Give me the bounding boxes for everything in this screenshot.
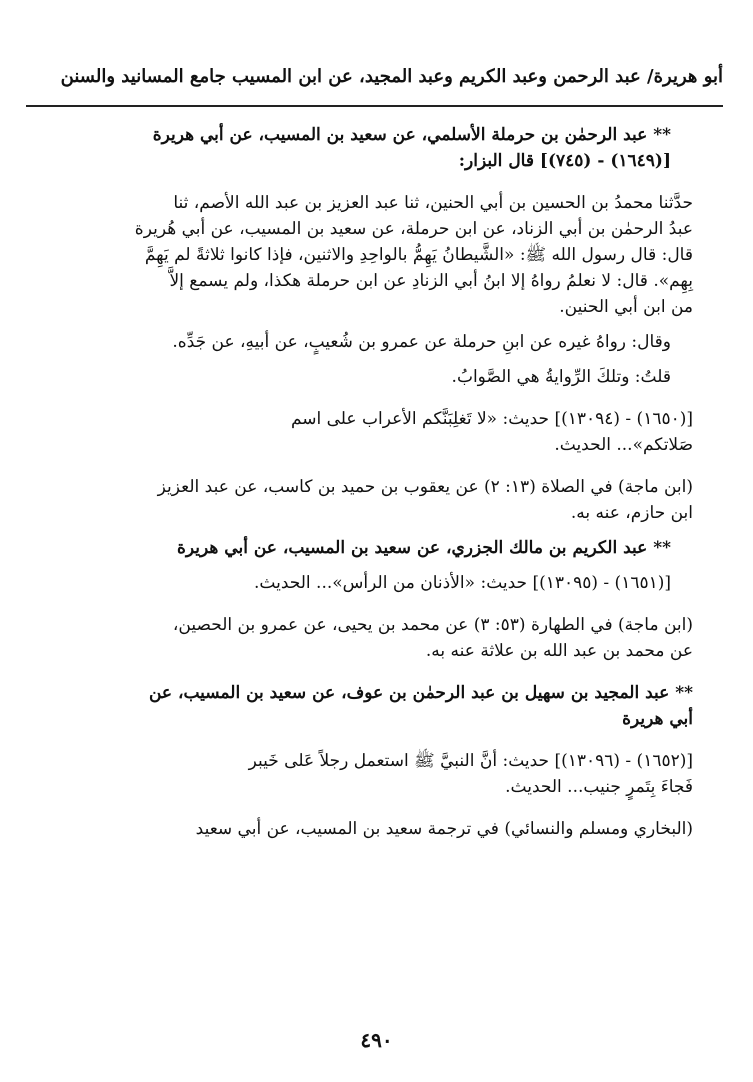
paragraph-1-line-3: قال: قال رسول الله ﷺ: «الشَّيطانُ يَهِمُّ بالواحِدِ والاثنين، فإذا كانوا ثلاثةً لم يَهِمَّ (144, 245, 693, 265)
section-heading-2: ** عبد الكريم بن مالك الجزري، عن سعيد بن المسيب، عن أبي هريرة (177, 538, 671, 558)
hadith-1652-line-2: فَجاءَ بِتَمرٍ جنيب... الحديث. (505, 777, 693, 797)
section-heading-3-line-2: أبي هريرة (622, 709, 693, 729)
page-body (56, 122, 693, 842)
hadith-1650-line-2: صَلاتكم»... الحديث. (554, 435, 693, 455)
section-heading-3-line-1: ** عبد المجيد بن سهيل بن عبد الرحمٰن بن عوف، عن سعيد بن المسيب، عن (148, 683, 693, 703)
running-head: أبو هريرة/ عبد الرحمن وعبد الكريم وعبد المجيد، عن ابن المسيب جامع المسانيد والسنن (60, 66, 723, 87)
hadith-1651: [(١٦٥١) - (١٣٠٩٥)] حديث: «الأذنان من الرأس»... الحديث. (254, 573, 671, 593)
paragraph-2: وقال: رواهُ غيره عن ابنِ حرملة عن عمرو بن شُعيبٍ، عن أبيهِ، عن جَدِّه. (172, 332, 671, 352)
reference-2-line-1: (ابن ماجة) في الطهارة (٥٣: ٣) عن محمد بن يحيى، عن عمرو بن الحصين، (172, 615, 693, 635)
section-heading-1-line-1: ** عبد الرحمٰن بن حرملة الأسلمي، عن سعيد بن المسيب، عن أبي هريرة (152, 125, 671, 145)
paragraph-1-line-4: بِهِم». قال: لا نعلمُ رواهُ إلا ابنُ أبي الزنادِ عن ابن حرملة هكذا، ولم يسمع إلاَّ (169, 271, 693, 291)
reference-1-line-1: (ابن ماجة) في الصلاة (١٣: ٢) عن يعقوب بن حميد بن كاسب، عن عبد العزيز (157, 477, 693, 497)
page-number: ٤٩٠ (360, 1028, 393, 1052)
header-rule (26, 105, 723, 107)
paragraph-1-line-1: حدَّثنا محمدُ بن الحسين بن أبي الحنين، ثنا عبد العزيز بن عبد الله الأصم، ثنا (173, 193, 693, 213)
section-heading-1-line-2: [(١٦٤٩) - (٧٤٥)] قال البزار: (458, 151, 671, 171)
paragraph-3: قلتُ: وتلكَ الرِّوايةُ هي الصَّوابُ. (451, 367, 671, 387)
reference-2-line-2: عن محمد بن عبد الله بن علاثة عنه به. (425, 641, 693, 661)
reference-1-line-2: ابن حازم، عنه به. (570, 503, 693, 523)
hadith-1652-line-1: [(١٦٥٢) - (١٣٠٩٦)] حديث: أنَّ النبيَّ ﷺ استعمل رجلاً عَلى خَيبر (248, 751, 693, 771)
paragraph-1-line-5: من ابن أبي الحنين. (559, 297, 693, 317)
reference-3: (البخاري ومسلم والنسائي) في ترجمة سعيد بن المسيب، عن أبي سعيد (195, 819, 693, 839)
paragraph-1-line-2: عبدُ الرحمٰن بن أبي الزناد، عن ابن حرملة، عن سعيد بن المسيب، عن أبي هُريرة (134, 219, 693, 239)
hadith-1650-line-1: [(١٦٥٠) - (١٣٠٩٤)] حديث: «لا تَغلِبَنَّكم الأعراب على اسم (290, 409, 693, 429)
